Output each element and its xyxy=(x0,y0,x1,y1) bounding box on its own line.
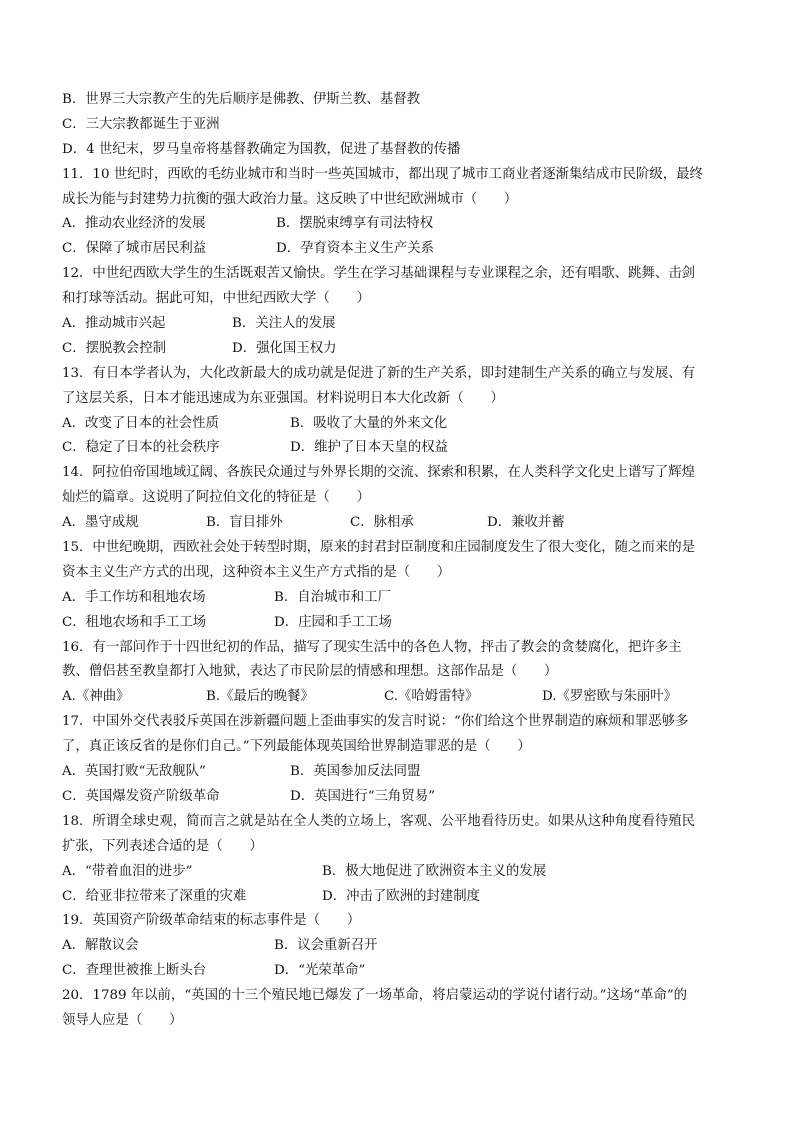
option-b: B．议会重新召开 xyxy=(274,938,378,954)
question-13-stem: 13．有日本学者认为，大化改新最大的成功就是促进了新的生产关系，即封建制生产关系的确立与发展、有 xyxy=(62,365,696,381)
option-d: D.《罗密欧与朱丽叶》 xyxy=(542,689,678,705)
question-18-options-row1 xyxy=(62,860,764,885)
question-20-stem-cont: 领导人应是（ ） xyxy=(62,1012,183,1028)
question-18-stem: 18．所谓全球史观，简而言之就是站在全人类的立场上，客观、公平地看待历史。如果从这种角度看待殖民 xyxy=(62,813,696,829)
option-c: C．保障了城市居民利益 xyxy=(62,241,207,257)
option-a: A．英国打败“无敌舰队” xyxy=(62,764,206,780)
question-17-options-row2 xyxy=(62,785,764,810)
question-11-stem-cont: 成长为能与封建势力抗衡的强大政治力量。这反映了中世纪欧洲城市（ ） xyxy=(62,191,518,207)
option-c: C．摆脱教会控制 xyxy=(62,340,166,356)
question-15-options-row2 xyxy=(62,611,764,636)
option-b: B．摆脱束缚享有司法特权 xyxy=(276,216,434,232)
question-16-options xyxy=(62,685,764,710)
option-d: D．冲击了欧洲的封建制度 xyxy=(322,888,481,904)
question-12-stem-cont: 和打球等活动。据此可知，中世纪西欧大学（ ） xyxy=(62,291,370,307)
option-c: C．脉相承 xyxy=(350,515,414,531)
option-c: C．查理世被推上断头台 xyxy=(62,963,207,979)
question-12-options-row1 xyxy=(62,312,764,337)
option-c: C.《哈姆雷特》 xyxy=(384,689,479,705)
option-a: A．墨守成规 xyxy=(62,515,139,531)
option-a: A．“带着血泪的进步” xyxy=(62,863,193,879)
question-12-stem: 12．中世纪西欧大学生的生活既艰苦又愉快。学生在学习基础课程与专业课程之余，还有唱歌、跳舞、击剑 xyxy=(62,266,696,282)
question-14-stem-cont: 灿烂的篇章。这说明了阿拉伯文化的特征是（ ） xyxy=(62,490,370,506)
question-18-options-row2 xyxy=(62,885,764,910)
option-d: D．兼收并蓄 xyxy=(487,515,565,531)
option-b: B．关注人的发展 xyxy=(232,316,336,332)
option-a: A．解散议会 xyxy=(62,938,139,954)
question-19-options-row1 xyxy=(62,934,764,959)
option-a: A.《神曲》 xyxy=(62,689,130,705)
option-d: D．英国进行“三角贸易” xyxy=(290,788,435,804)
option-c: C．英国爆发资产阶级革命 xyxy=(62,788,220,804)
option-b: B.《最后的晚餐》 xyxy=(206,689,314,705)
question-15-stem-cont: 资本主义生产方式的出现，这种资本主义生产方式指的是（ ） xyxy=(62,564,451,580)
option-b: B．英国参加反法同盟 xyxy=(290,764,421,780)
option-a: A．改变了日本的社会性质 xyxy=(62,415,219,431)
option-d: D．维护了日本天皇的权益 xyxy=(290,440,449,456)
question-17-stem: 17．中国外交代表驳斥英国在涉新疆问题上歪曲事实的发言时说：“你们给这个世界制造的麻烦和罪恶够多 xyxy=(62,714,689,730)
question-19-stem: 19．英国资产阶级革命结束的标志事件是（ ） xyxy=(62,913,361,929)
question-18-stem-cont: 扩张，下列表述合适的是（ ） xyxy=(62,838,263,854)
option-d: D．“光荣革命” xyxy=(274,963,366,979)
question-17-options-row1 xyxy=(62,760,764,785)
question-16-stem: 16．有一部问作于十四世纪初的作品，描写了现实生活中的各色人物，抨击了教会的贪婪腐化，把许多主 xyxy=(62,639,682,655)
question-12-options-row2 xyxy=(62,337,764,362)
option-b: B．自治城市和工厂 xyxy=(274,589,391,605)
option-b: B．盲目排外 xyxy=(206,515,283,531)
option-a: A．推动城市兴起 xyxy=(62,316,166,332)
option-b: B．吸收了大量的外来文化 xyxy=(290,415,448,431)
option-c: C．给亚非拉带来了深重的灾难 xyxy=(62,888,247,904)
option-c: C．稳定了日本的社会秩序 xyxy=(62,440,220,456)
question-11-stem: 11．10 世纪时，西欧的毛纺业城市和当时一些英国城市，都出现了城市工商业者逐渐集结成市民阶级，最终 xyxy=(62,166,703,182)
question-17-stem-cont: 了，真正该反省的是你们自己。”下列最能体现英国给世界制造罪恶的是（ ） xyxy=(62,739,531,755)
question-11-options-row2 xyxy=(62,237,764,262)
option-d: D．庄园和手工工场 xyxy=(274,614,392,630)
question-15-stem: 15．中世纪晚期，西欧社会处于转型时期，原来的封君封臣制度和庄园制度发生了很大变化，随之而来的是 xyxy=(62,540,696,556)
option-line: B．世界三大宗教产生的先后顺序是佛教、伊斯兰教、基督教 xyxy=(62,92,420,107)
option-line: D．4 世纪末，罗马皇帝将基督教确定为国教，促进了基督教的传播 xyxy=(62,141,461,157)
question-14-stem: 14．阿拉伯帝国地域辽阔、各族民众通过与外界长期的交流、探索和积累，在人类科学文化史上谱写了辉煌 xyxy=(62,465,696,481)
question-20-stem: 20．1789 年以前，“英国的十三个殖民地已爆发了一场革命，将启蒙运动的学说付诸行动。”这场“革命”的 xyxy=(62,988,688,1004)
option-a: A．推动农业经济的发展 xyxy=(62,216,206,232)
question-11-options-row1 xyxy=(62,212,764,237)
option-c: C．租地农场和手工工场 xyxy=(62,614,207,630)
option-b: B．极大地促进了欧洲资本主义的发展 xyxy=(322,863,547,879)
question-15-options-row1 xyxy=(62,586,764,611)
option-d: D．强化国王权力 xyxy=(232,340,337,356)
question-13-options-row1 xyxy=(62,412,764,437)
question-13-stem-cont: 了这层关系，日本才能迅速成为东亚强国。材料说明日本大化改新（ ） xyxy=(62,390,504,406)
option-a: A．手工作坊和租地农场 xyxy=(62,589,206,605)
option-d: D．孕育资本主义生产关系 xyxy=(276,241,435,257)
option-line: C．三大宗教都诞生于亚洲 xyxy=(62,116,220,132)
question-16-stem-cont: 教、僧侣甚至教皇都打入地狱，表达了市民阶层的情感和理想。这部作品是（ ） xyxy=(62,664,558,680)
question-19-options-row2 xyxy=(62,959,764,984)
question-14-options xyxy=(62,511,764,536)
question-13-options-row2 xyxy=(62,436,764,461)
